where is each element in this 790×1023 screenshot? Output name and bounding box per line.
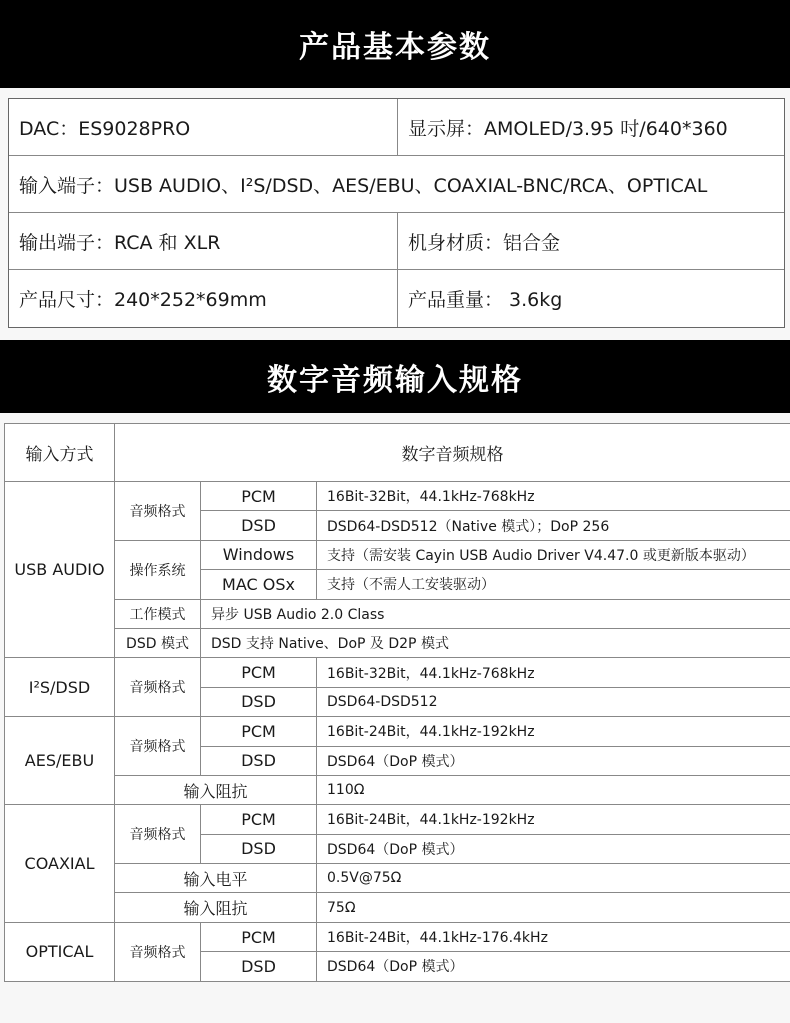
optical-dsd-value: DSD64（DoP 模式）	[317, 952, 790, 981]
spec-display: 显示屏：AMOLED/3.95 吋/640*360	[408, 117, 728, 140]
table-row	[5, 864, 790, 893]
usb-windows-value: 支持（需安装 Cayin USB Audio Driver V4.47.0 或更新版本驱动）	[317, 540, 790, 569]
i2s-audio-format-label: 音频格式	[115, 658, 201, 717]
usb-pcm-label: PCM	[201, 482, 317, 511]
aes-pcm-label: PCM	[201, 717, 317, 746]
spec-row	[9, 213, 784, 270]
header-digital-spec: 数字音频规格	[115, 424, 790, 482]
coaxial-impedance-label: 输入阻抗	[115, 893, 317, 922]
coaxial-dsd-label: DSD	[201, 834, 317, 863]
coaxial-level-value: 0.5V@75Ω	[317, 864, 790, 893]
usb-dsd-mode-value: DSD 支持 Native、DoP 及 D2P 模式	[201, 628, 790, 657]
table-row	[5, 893, 790, 922]
spec-size: 产品尺寸：240*252*69mm	[9, 270, 398, 327]
i2s-pcm-value: 16Bit-32Bit，44.1kHz-768kHz	[317, 658, 790, 687]
table-row	[5, 540, 790, 569]
group-coaxial: COAXIAL	[5, 805, 115, 923]
group-i2s-dsd: I²S/DSD	[5, 658, 115, 717]
table-row	[5, 628, 790, 657]
aes-audio-format-label: 音频格式	[115, 717, 201, 776]
usb-mac-value: 支持（不需人工安装驱动）	[317, 570, 790, 599]
spec-row	[9, 270, 784, 327]
table-row	[5, 599, 790, 628]
basic-params-grid	[8, 98, 785, 328]
usb-windows-label: Windows	[201, 540, 317, 569]
digital-input-spec-table	[4, 423, 790, 982]
aes-impedance-value: 110Ω	[317, 775, 790, 804]
table-row	[5, 717, 790, 746]
usb-dsd-value: DSD64-DSD512（Native 模式）；DoP 256	[317, 511, 790, 540]
spec-material: 机身材质：铝合金	[408, 231, 561, 254]
usb-audio-format-label: 音频格式	[115, 482, 201, 541]
coaxial-pcm-label: PCM	[201, 805, 317, 834]
section-title-text: 产品基本参数	[299, 30, 491, 65]
group-aes-ebu: AES/EBU	[5, 717, 115, 805]
coaxial-level-label: 输入电平	[115, 864, 317, 893]
usb-work-mode-label: 工作模式	[115, 599, 201, 628]
spec-row	[9, 156, 784, 213]
spec-weight: 产品重量： 3.6kg	[408, 289, 563, 311]
spec-outputs: 输出端子：RCA 和 XLR	[9, 213, 398, 269]
coaxial-pcm-value: 16Bit-24Bit，44.1kHz-192kHz	[317, 805, 790, 834]
optical-audio-format-label: 音频格式	[115, 922, 201, 981]
coaxial-impedance-value: 75Ω	[317, 893, 790, 922]
spec-row	[9, 99, 784, 156]
usb-pcm-value: 16Bit-32Bit，44.1kHz-768kHz	[317, 482, 790, 511]
i2s-dsd-label: DSD	[201, 687, 317, 716]
spec-inputs: 输入端子：USB AUDIO、I²S/DSD、AES/EBU、COAXIAL-BNC/RCA、OPTICAL	[19, 174, 708, 197]
table-row	[5, 805, 790, 834]
usb-work-mode-value: 异步 USB Audio 2.0 Class	[201, 599, 790, 628]
section-title-basic-params	[0, 0, 790, 88]
aes-dsd-value: DSD64（DoP 模式）	[317, 746, 790, 775]
group-usb-audio: USB AUDIO	[5, 482, 115, 658]
i2s-dsd-value: DSD64-DSD512	[317, 687, 790, 716]
optical-pcm-label: PCM	[201, 922, 317, 951]
header-input-method: 输入方式	[5, 424, 115, 482]
coaxial-audio-format-label: 音频格式	[115, 805, 201, 864]
table-row	[5, 482, 790, 511]
usb-dsd-label: DSD	[201, 511, 317, 540]
optical-dsd-label: DSD	[201, 952, 317, 981]
aes-pcm-value: 16Bit-24Bit，44.1kHz-192kHz	[317, 717, 790, 746]
usb-mac-label: MAC OSx	[201, 570, 317, 599]
aes-dsd-label: DSD	[201, 746, 317, 775]
spec-dac: DAC：ES9028PRO	[9, 99, 398, 155]
table-row	[5, 658, 790, 687]
aes-impedance-label: 输入阻抗	[115, 775, 317, 804]
coaxial-dsd-value: DSD64（DoP 模式）	[317, 834, 790, 863]
table-row	[5, 775, 790, 804]
group-optical: OPTICAL	[5, 922, 115, 981]
optical-pcm-value: 16Bit-24Bit，44.1kHz-176.4kHz	[317, 922, 790, 951]
usb-os-label: 操作系统	[115, 540, 201, 599]
section-title-text: 数字音频输入规格	[267, 362, 523, 398]
usb-dsd-mode-label: DSD 模式	[115, 628, 201, 657]
table-row	[5, 922, 790, 951]
section-title-digital-input	[0, 340, 790, 413]
i2s-pcm-label: PCM	[201, 658, 317, 687]
table-header-row	[5, 424, 790, 482]
